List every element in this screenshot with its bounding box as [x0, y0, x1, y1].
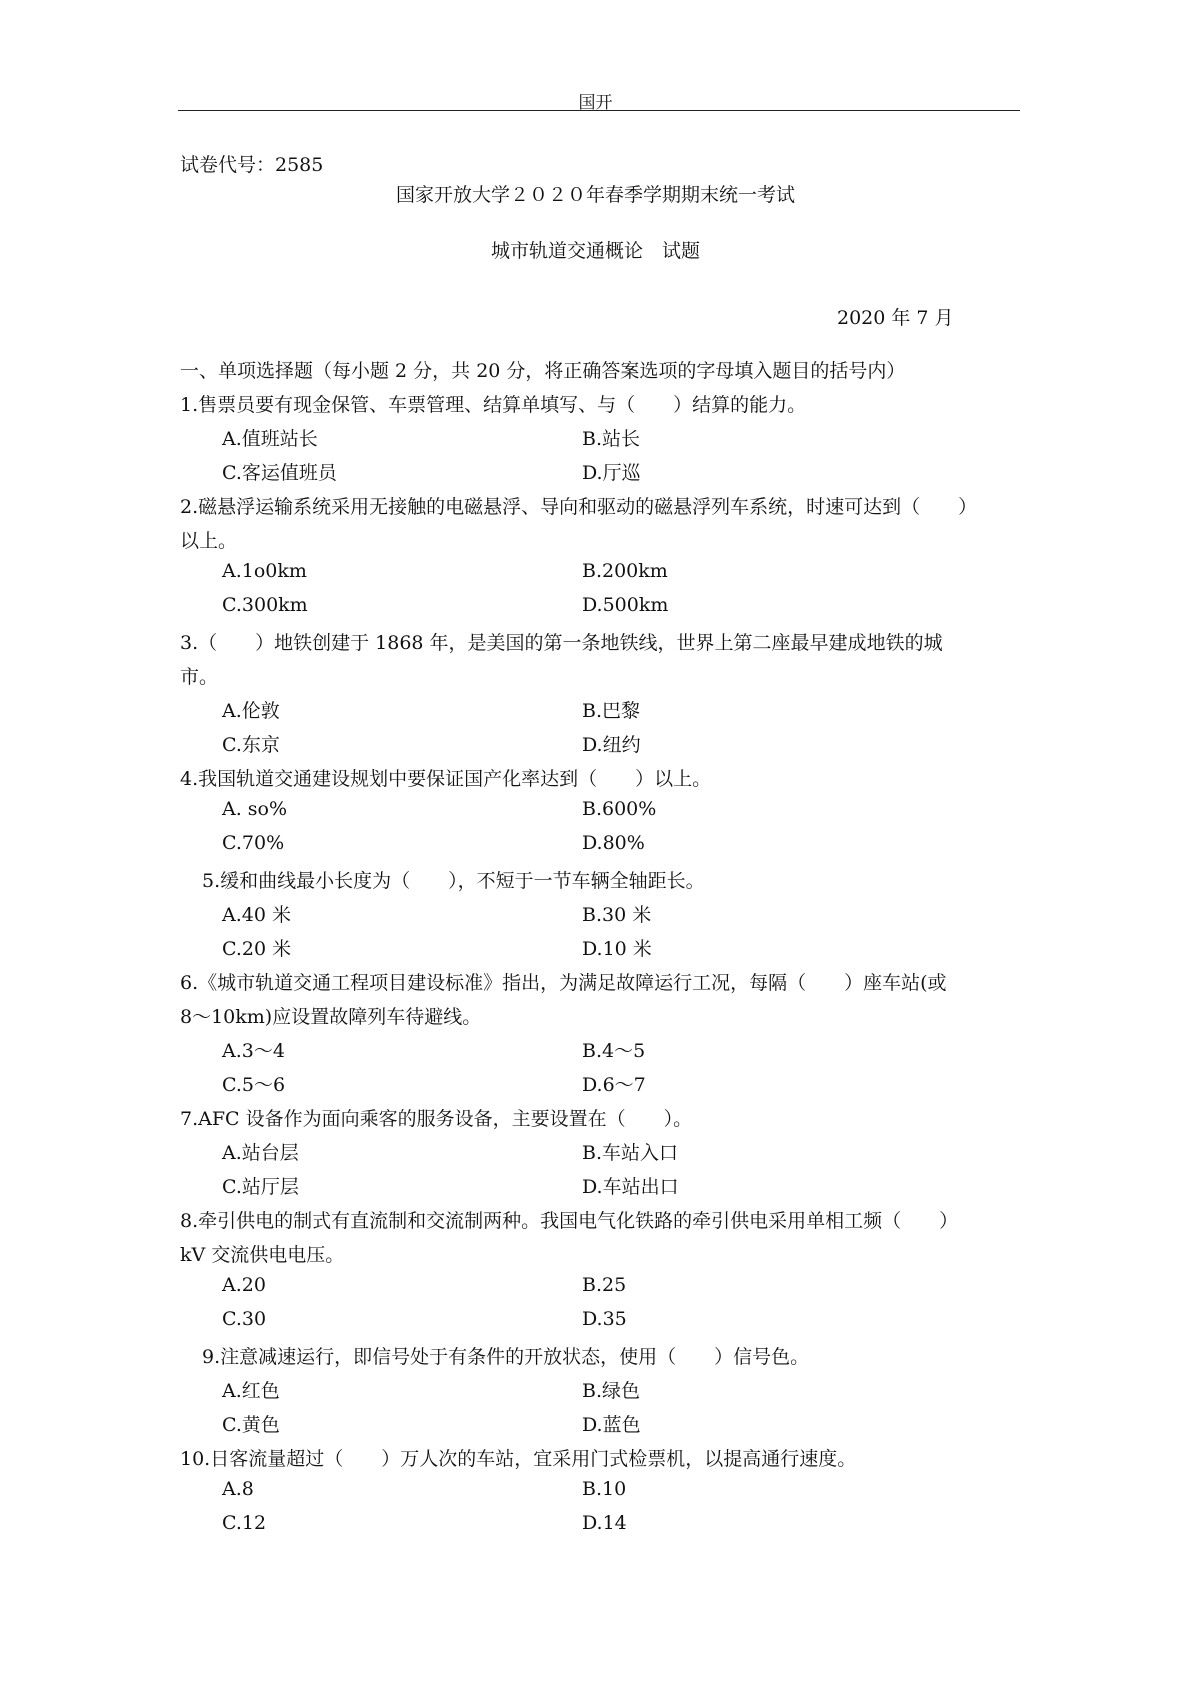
- question-1-stem: 1.售票员要有现金保管、车票管理、结算单填写、与（ ）结算的能力。: [180, 394, 807, 416]
- question-9-option-a: A.红色: [222, 1380, 280, 1402]
- question-8-stem-cont: kV 交流供电电压。: [180, 1244, 345, 1266]
- question-10-option-d: D.14: [582, 1512, 627, 1534]
- question-6-option-d: D.6～7: [582, 1074, 646, 1096]
- section-title: 一、单项选择题（每小题 2 分，共 20 分，将正确答案选项的字母填入题目的括号内）: [180, 360, 906, 382]
- question-6-option-a: A.3～4: [222, 1040, 285, 1062]
- question-7-stem: 7.AFC 设备作为面向乘客的服务设备，主要设置在（ ）。: [180, 1108, 693, 1130]
- question-8-option-c: C.30: [222, 1308, 267, 1330]
- question-4-stem: 4.我国轨道交通建设规划中要保证国产化率达到（ ）以上。: [180, 768, 712, 790]
- question-3-option-b: B.巴黎: [582, 700, 641, 722]
- question-9-option-d: D.蓝色: [582, 1414, 641, 1436]
- question-1-option-a: A.值班站长: [222, 428, 318, 450]
- subject-title: 城市轨道交通概论 试题: [490, 240, 700, 262]
- question-9-option-c: C.黄色: [222, 1414, 280, 1436]
- question-10-option-c: C.12: [222, 1512, 267, 1534]
- paper-code: 试卷代号：2585: [180, 154, 324, 176]
- question-2-option-b: B.200km: [582, 560, 668, 582]
- question-3-option-c: C.东京: [222, 734, 280, 756]
- question-5-option-b: B.30 米: [582, 904, 652, 926]
- question-3-option-d: D.纽约: [582, 734, 641, 756]
- question-5-stem: 5.缓和曲线最小长度为（ ），不短于一节车辆全轴距长。: [202, 870, 705, 892]
- question-4-option-d: D.80%: [582, 832, 645, 854]
- header-text: 国开: [578, 93, 613, 113]
- question-2-option-a: A.1o0km: [222, 560, 307, 582]
- question-8-option-b: B.25: [582, 1274, 627, 1296]
- question-3-stem-cont: 市。: [180, 666, 219, 688]
- exam-date: 2020 年 7 月: [837, 307, 954, 329]
- question-8-option-a: A.20: [222, 1274, 266, 1296]
- question-9-stem: 9.注意减速运行，即信号处于有条件的开放状态，使用（ ）信号色。: [202, 1346, 810, 1368]
- question-8-stem: 8.牵引供电的制式有直流制和交流制两种。我国电气化铁路的牵引供电采用单相工频（ ）: [180, 1210, 959, 1232]
- exam-title: 国家开放大学２０２０年春季学期期末统一考试: [395, 184, 795, 206]
- question-10-option-b: B.10: [582, 1478, 627, 1500]
- question-7-option-c: C.站厅层: [222, 1176, 299, 1198]
- question-6-option-c: C.5～6: [222, 1074, 286, 1096]
- question-5-option-c: C.20 米: [222, 938, 292, 960]
- question-1-option-c: C.客运值班员: [222, 462, 337, 484]
- question-3-option-a: A.伦敦: [222, 700, 280, 722]
- question-9-option-b: B.绿色: [582, 1380, 641, 1402]
- question-2-option-d: D.500km: [582, 594, 669, 616]
- question-2-stem-cont: 以上。: [180, 530, 238, 552]
- question-3-stem: 3.（ ）地铁创建于 1868 年，是美国的第一条地铁线，世界上第二座最早建成地铁的城: [180, 632, 943, 654]
- question-1-option-b: B.站长: [582, 428, 641, 450]
- question-4-option-a: A. so%: [222, 798, 288, 820]
- question-2-option-c: C.300km: [222, 594, 308, 616]
- question-1-option-d: D.厅巡: [582, 462, 641, 484]
- question-5-option-d: D.10 米: [582, 938, 652, 960]
- question-6-stem-cont: 8～10km)应设置故障列车待避线。: [180, 1006, 482, 1028]
- question-2-stem: 2.磁悬浮运输系统采用无接触的电磁悬浮、导向和驱动的磁悬浮列车系统，时速可达到（ ）: [180, 496, 978, 518]
- question-4-option-b: B.600%: [582, 798, 657, 820]
- question-8-option-d: D.35: [582, 1308, 627, 1330]
- question-6-option-b: B.4～5: [582, 1040, 646, 1062]
- header-divider: [178, 110, 1020, 111]
- question-6-stem: 6.《城市轨道交通工程项目建设标准》指出，为满足故障运行工况，每隔（ ）座车站(或: [180, 972, 947, 994]
- question-7-option-d: D.车站出口: [582, 1176, 679, 1198]
- question-7-option-b: B.车站入口: [582, 1142, 679, 1164]
- question-10-stem: 10.日客流量超过（ ）万人次的车站，宜采用门式检票机，以提高通行速度。: [180, 1448, 857, 1470]
- question-7-option-a: A.站台层: [222, 1142, 299, 1164]
- question-10-option-a: A.8: [222, 1478, 254, 1500]
- question-4-option-c: C.70%: [222, 832, 285, 854]
- question-5-option-a: A.40 米: [222, 904, 291, 926]
